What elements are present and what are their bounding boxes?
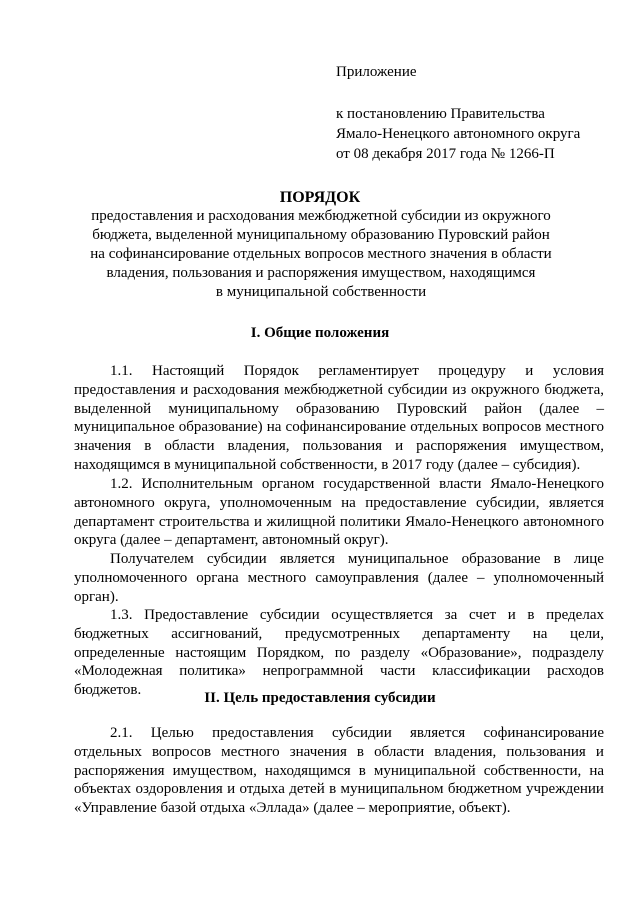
paragraph-line: департамент строительства и жилищной политики Ямало-Ненецкого автономного xyxy=(74,513,604,530)
section-heading: I. Общие положения xyxy=(250,325,390,341)
paragraph-line: предоставления и расходования межбюджетной субсидии из окружного бюджета, xyxy=(74,381,604,398)
subtitle-line: предоставления и расходования межбюджетной субсидии из окружного xyxy=(91,208,551,224)
subtitle-line: владения, пользования и распоряжения имуществом, находящимся xyxy=(106,265,536,281)
paragraph-line: распоряжения имуществом, находящимся в муниципальной собственности, на xyxy=(74,762,604,779)
paragraph xyxy=(74,606,604,700)
paragraph-line: «Управление базой отдыха «Эллада» (далее – мероприятие, объект). xyxy=(74,800,511,817)
paragraph-line: округа (далее – департамент, автономный округ). xyxy=(74,532,389,549)
paragraph-line: бюджетных ассигнований, предусмотренных департаменту на цели, xyxy=(74,625,604,642)
paragraph-line: отдельных вопросов местного значения в области владения, пользования и xyxy=(74,743,604,760)
paragraph-line: 1.1. Настоящий Порядок регламентирует процедуру и условия xyxy=(110,363,604,379)
paragraph xyxy=(74,362,604,475)
paragraph-line: значения в области владения, пользования и распоряжения имуществом, xyxy=(74,438,604,455)
paragraph-line: 2.1. Целью предоставления субсидии является софинансирование xyxy=(110,725,604,741)
paragraph-line: 1.3. Предоставление субсидии осуществляется за счет и в пределах xyxy=(110,607,604,623)
paragraph xyxy=(74,724,604,818)
appendix-label: Приложение xyxy=(336,64,417,80)
paragraph-line: орган). xyxy=(74,588,119,605)
section-heading: II. Цель предоставления субсидии xyxy=(204,690,436,706)
appendix-line: Ямало-Ненецкого автономного округа xyxy=(336,126,581,142)
appendix-line: к постановлению Правительства xyxy=(336,106,545,122)
paragraph-line: Получателем субсидии является муниципальное образование в лице xyxy=(110,551,604,567)
subtitle-line: в муниципальной собственности xyxy=(215,284,427,300)
paragraph xyxy=(74,475,604,550)
appendix-line: от 08 декабря 2017 года № 1266-П xyxy=(336,146,555,162)
paragraph-line: муниципальное образование) на софинансирование отдельных вопросов местного xyxy=(74,419,604,436)
paragraph-line: выделенной муниципальному образованию Пуровский район (далее – xyxy=(74,400,604,417)
paragraph-line: объектах оздоровления и отдыха детей в муниципальном бюджетном учреждении xyxy=(74,781,604,798)
document-title: ПОРЯДОК xyxy=(279,189,361,206)
paragraph-line: автономного округа, уполномоченным на предоставление субсидии, является xyxy=(74,494,604,511)
paragraph-line: 1.2. Исполнительным органом государственной власти Ямало-Ненецкого xyxy=(110,476,604,492)
paragraph-line: «Молодежная политика» непрограммной части классификации расходов xyxy=(74,663,604,680)
paragraph xyxy=(74,550,604,606)
paragraph-line: определенные настоящим Порядком, по разделу «Образование», подразделу xyxy=(74,644,604,661)
appendix-block xyxy=(336,62,580,164)
paragraph-line: находящимся в муниципальной собственности, в 2017 году (далее – субсидия). xyxy=(74,456,581,473)
paragraph-line: уполномоченного органа местного самоуправления (далее – уполномоченный xyxy=(74,569,604,586)
subtitle-line: на софинансирование отдельных вопросов местного значения в области xyxy=(90,246,552,262)
paragraph-line: бюджетов. xyxy=(74,682,142,699)
subtitle-line: бюджета, выделенной муниципальному образованию Пуровский район xyxy=(92,227,550,243)
document-subtitle xyxy=(74,207,568,302)
